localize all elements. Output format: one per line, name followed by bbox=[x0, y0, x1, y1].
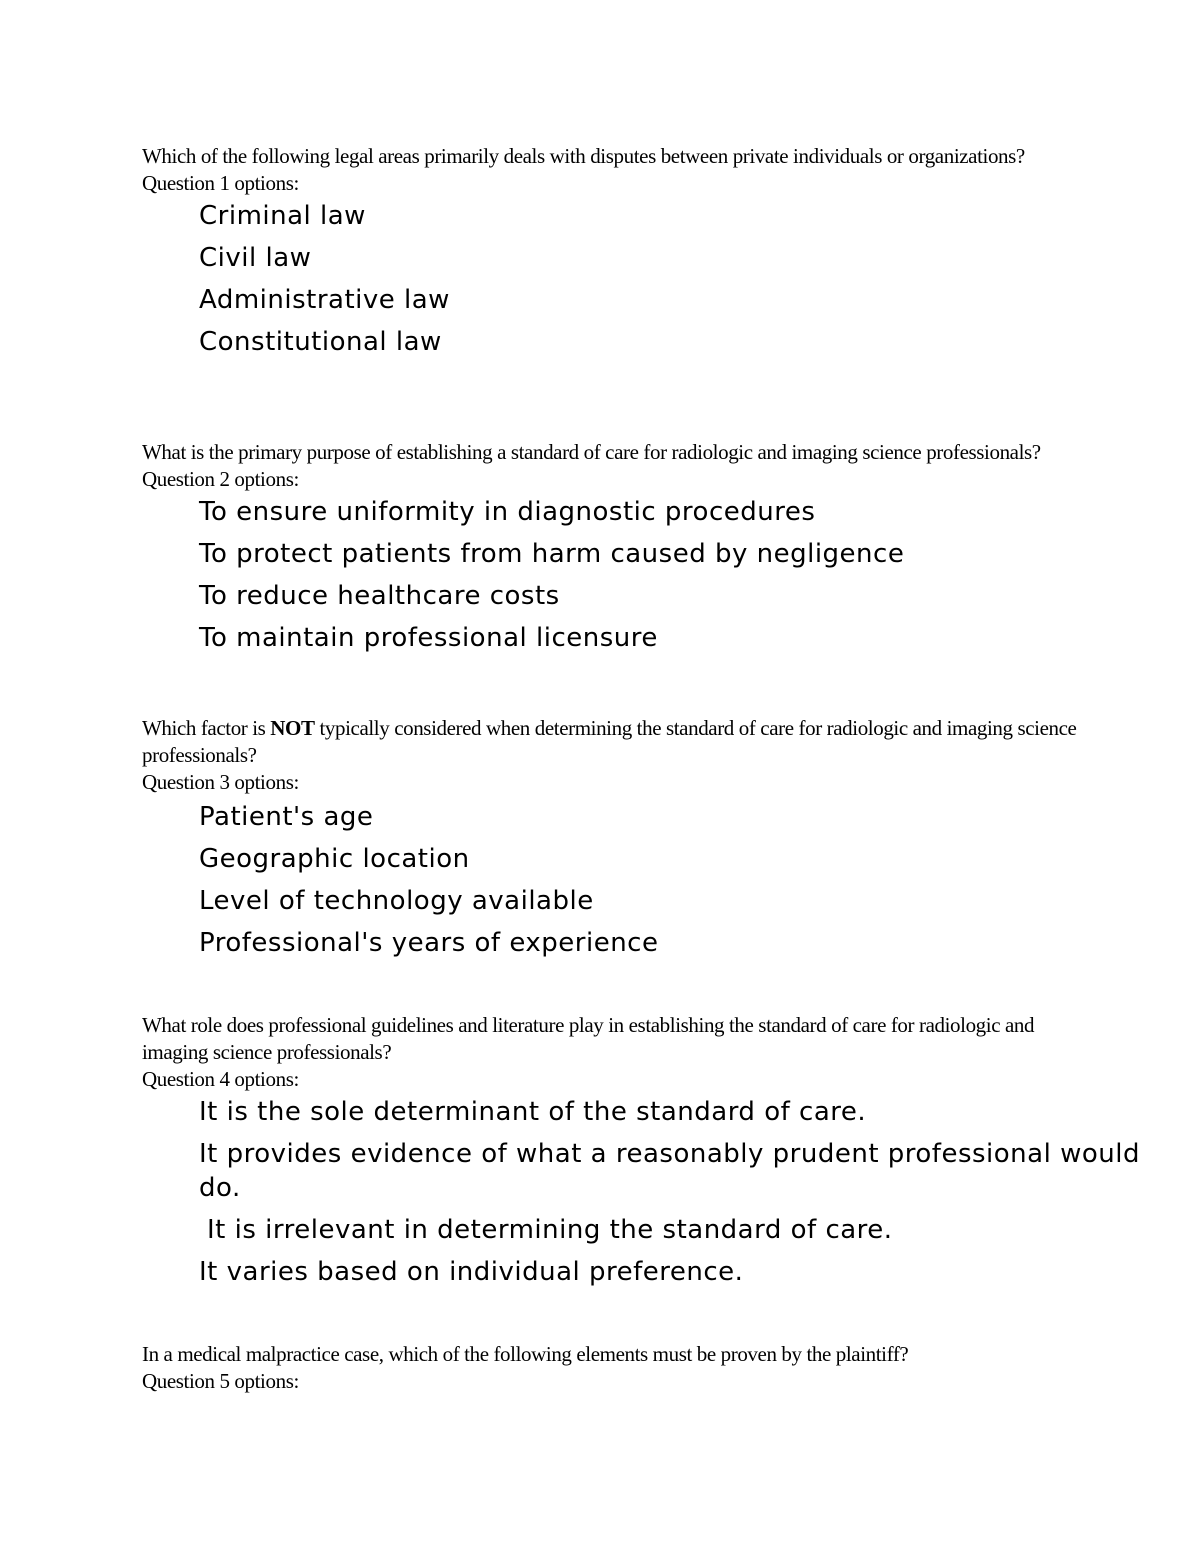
question-3-options bbox=[142, 800, 1102, 960]
question-3-text-emphasis: NOT bbox=[270, 716, 315, 740]
question-5-text: In a medical malpractice case, which of the following elements must be proven by the plaintiff? bbox=[142, 1342, 909, 1366]
question-1-option[interactable]: Civil law bbox=[199, 243, 312, 273]
question-1 bbox=[142, 143, 1102, 367]
question-1-text: Which of the following legal areas primarily deals with disputes between private individuals or organizations? bbox=[142, 144, 1025, 168]
question-3-option[interactable]: Level of technology available bbox=[199, 886, 594, 916]
question-3-option[interactable]: Geographic location bbox=[199, 844, 470, 874]
question-4 bbox=[142, 1012, 1142, 1297]
question-3-text-start: Which factor is bbox=[142, 716, 271, 740]
question-4-option[interactable]: It varies based on individual preference. bbox=[199, 1257, 744, 1287]
question-4-option[interactable]: It provides evidence of what a reasonably prudent professional would do. bbox=[199, 1139, 1140, 1203]
question-2-option[interactable]: To maintain professional licensure bbox=[199, 623, 658, 653]
question-2-option[interactable]: To protect patients from harm caused by negligence bbox=[199, 539, 905, 569]
question-4-options-label: Question 4 options: bbox=[142, 1067, 299, 1091]
question-5-options-label: Question 5 options: bbox=[142, 1369, 299, 1393]
question-2-option[interactable]: To reduce healthcare costs bbox=[199, 581, 560, 611]
question-3 bbox=[142, 715, 1102, 968]
question-2-text: What is the primary purpose of establishing a standard of care for radiologic and imaging science professionals? bbox=[142, 440, 1041, 464]
question-4-option[interactable]: It is the sole determinant of the standard of care. bbox=[199, 1097, 867, 1127]
question-3-options-label: Question 3 options: bbox=[142, 770, 299, 794]
question-5 bbox=[142, 1341, 1102, 1395]
question-2-option[interactable]: To ensure uniformity in diagnostic procedures bbox=[199, 497, 816, 527]
question-1-option[interactable]: Constitutional law bbox=[199, 327, 442, 357]
question-1-option[interactable]: Criminal law bbox=[199, 201, 366, 231]
question-2-options-label: Question 2 options: bbox=[142, 467, 299, 491]
question-1-options-label: Question 1 options: bbox=[142, 171, 299, 195]
question-3-option[interactable]: Professional's years of experience bbox=[199, 928, 659, 958]
question-3-text-end: typically considered when determining the standard of care for radiologic and imaging science professionals? bbox=[142, 716, 1077, 767]
question-1-options bbox=[142, 199, 1102, 359]
question-4-option[interactable]: It is irrelevant in determining the standard of care. bbox=[207, 1215, 893, 1245]
question-3-option[interactable]: Patient's age bbox=[199, 802, 374, 832]
question-2 bbox=[142, 439, 1102, 663]
question-1-option[interactable]: Administrative law bbox=[199, 285, 450, 315]
question-3-text bbox=[142, 715, 1102, 769]
question-2-options bbox=[142, 495, 1102, 655]
question-4-text: What role does professional guidelines and literature play in establishing the standard of care for radiologic and imaging science professionals? bbox=[142, 1013, 1035, 1064]
question-4-options bbox=[142, 1095, 1142, 1289]
